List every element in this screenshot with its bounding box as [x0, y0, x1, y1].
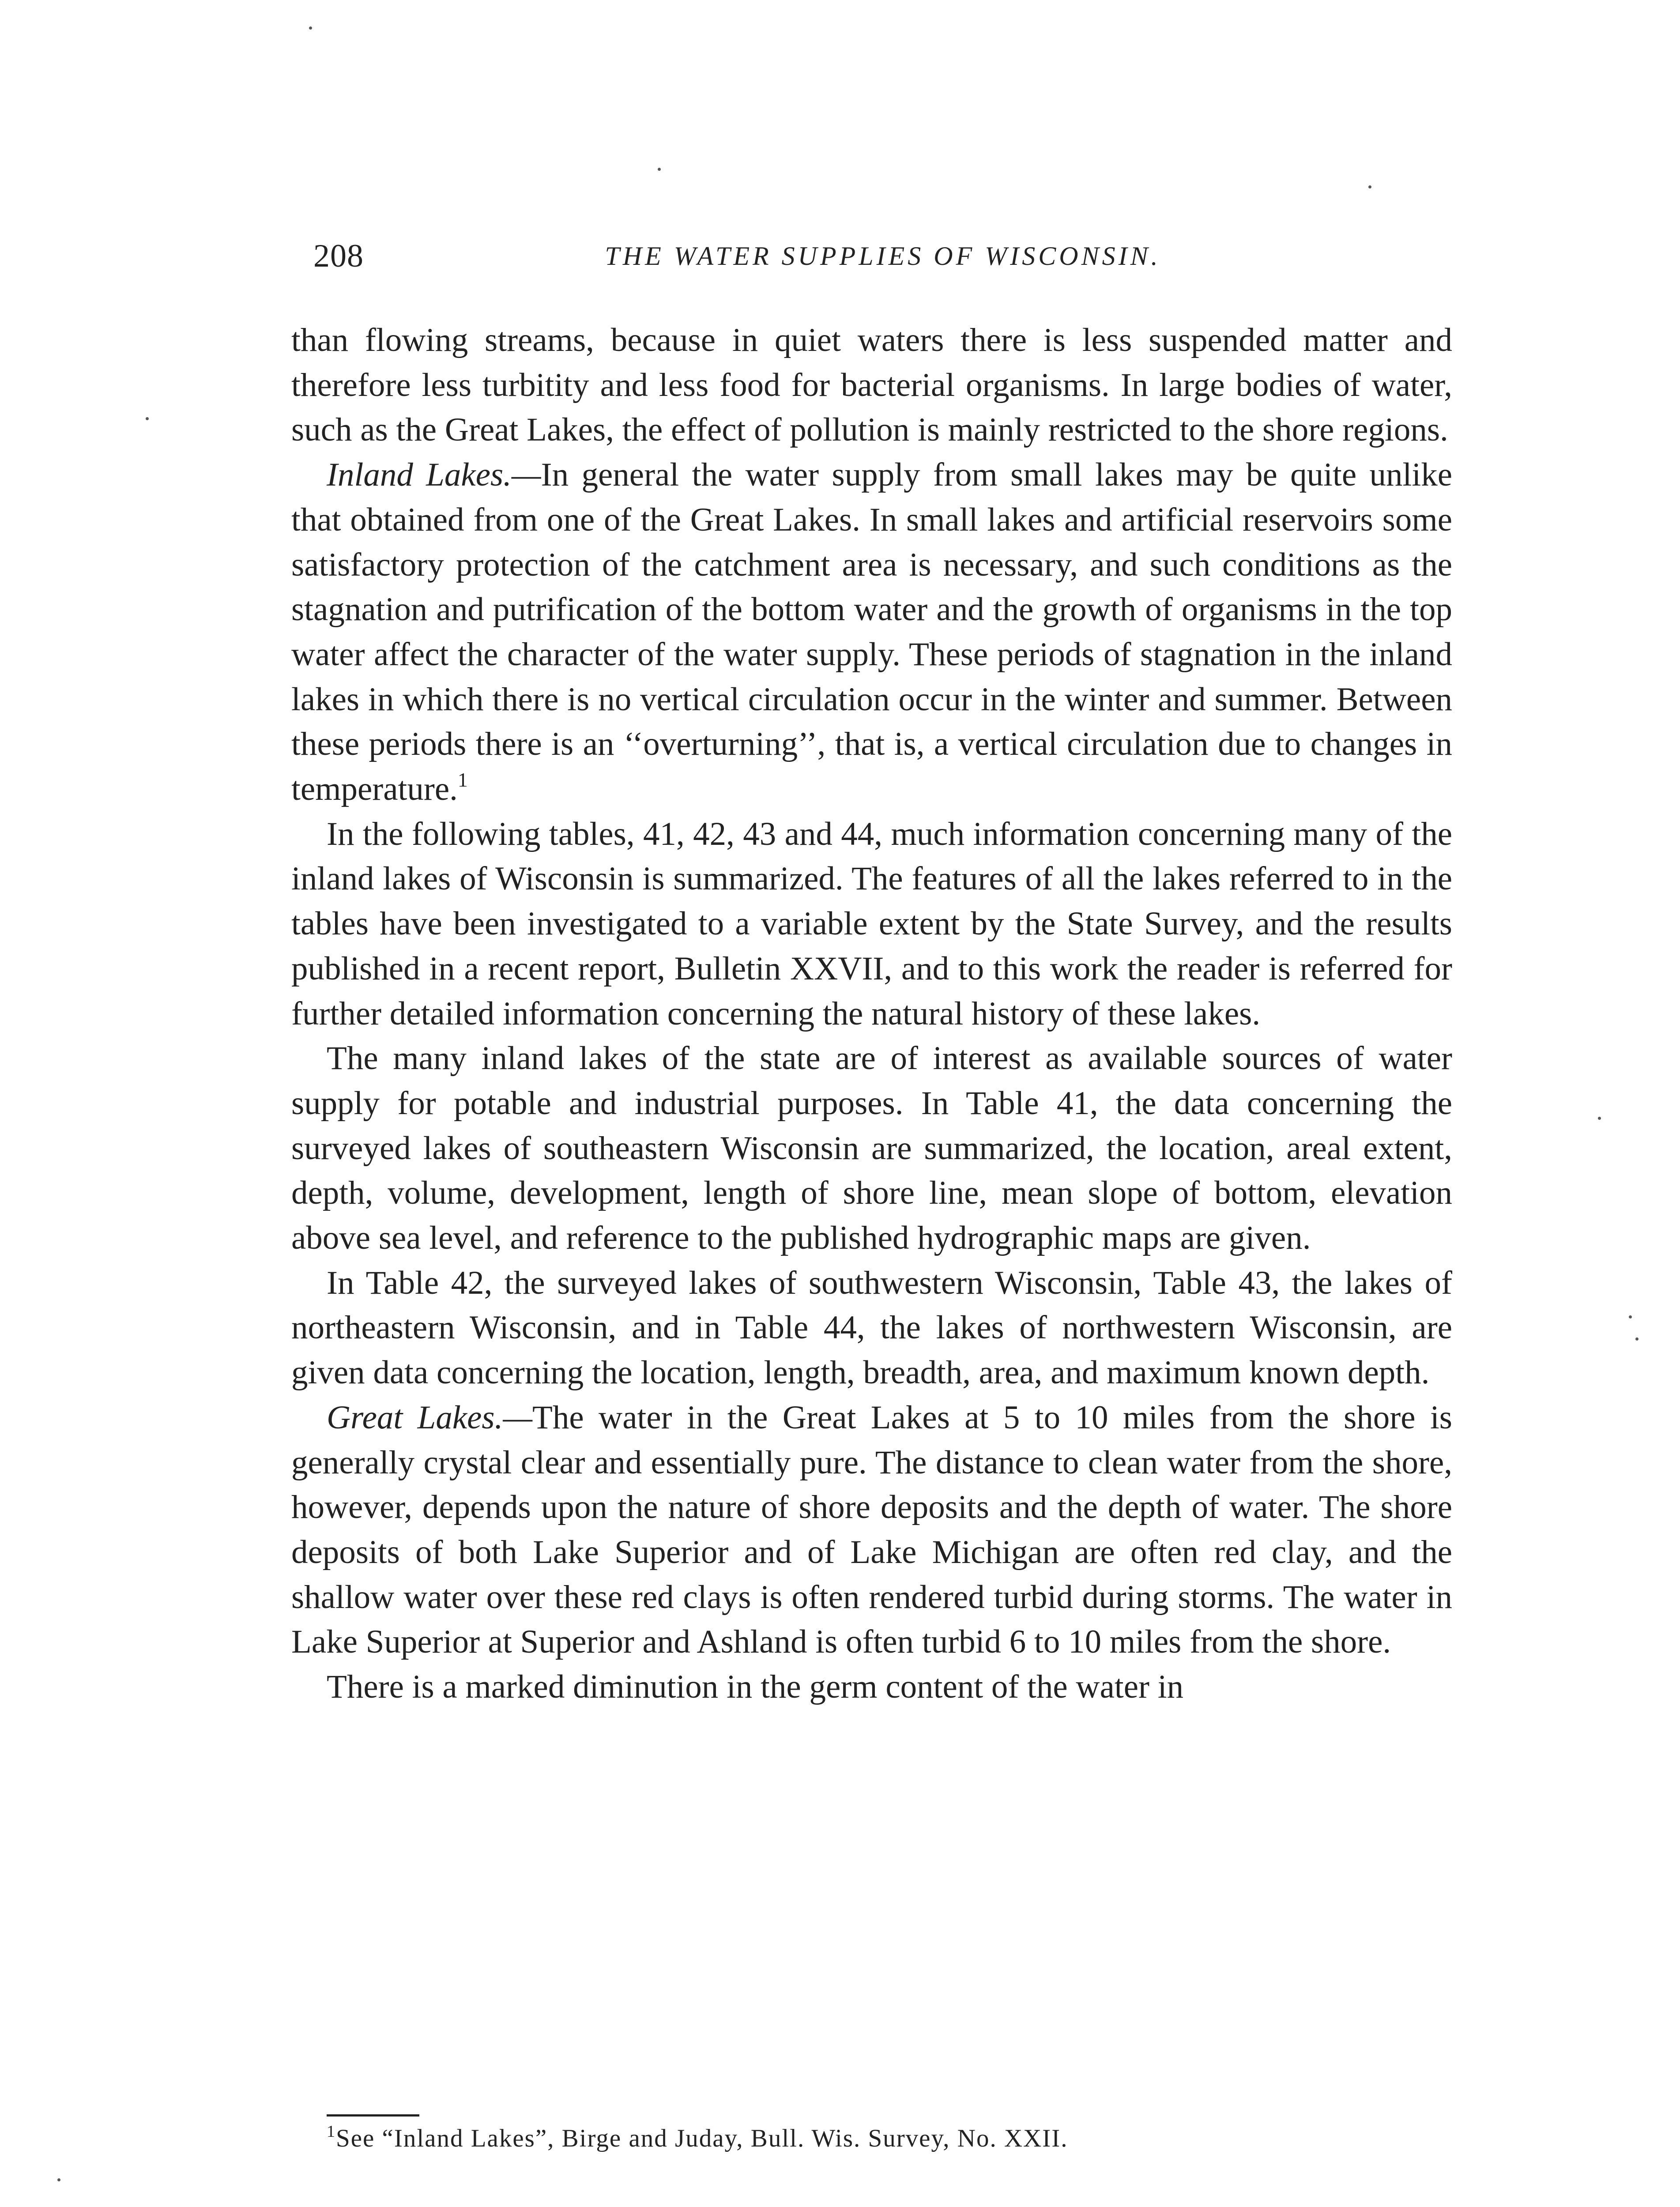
footnote: $^1$See “Inland Lakes”, Birge and Juday, Bull. Wis. Survey, No. XXII.: [327, 2122, 1068, 2152]
page-number: 208: [313, 238, 364, 274]
footnote-marker: 1: [327, 2122, 336, 2141]
paragraph-pollution: than flowing streams, because in quiet waters there is less suspended matter and therefore less turbitity and less food for bacterial organisms. In large bodies of water, such as the Great Lakes, the effect of pollution is mainly restricted to the shore regions.: [291, 322, 1452, 448]
scan-speck: [146, 417, 149, 420]
paragraph-table-41: The many inland lakes of the state are of interest as available sources of water supply for potable and industrial purposes. In Table 41, the data concerning the surveyed lakes of southeastern Wisconsin are summarized, the location, areal extent, depth, volume, development, length of shore line, mean slope of bottom, elevation above sea level, and reference to the published hydrographic maps are given.: [291, 1040, 1452, 1257]
scan-speck: [658, 168, 661, 171]
paragraph-tables: In the following tables, 41, 42, 43 and 44, much information concerning many of the inland lakes of Wisconsin is summarized. The features of all the lakes referred to in the tables have been investigated to a variable extent by the State Survey, and the results published in a recent report, Bulletin XXVII, and to this work the reader is referred for further detailed information concerning the natural history of these lakes.: [291, 815, 1452, 1032]
scan-speck: [1635, 1337, 1639, 1341]
paragraph-tables-42-44: In Table 42, the surveyed lakes of southwestern Wisconsin, Table 43, the lakes of northeastern Wisconsin, and in Table 44, the lakes of northwestern Wisconsin, are given data concerning the location, length, breadth, area, and maximum known depth.: [291, 1264, 1452, 1391]
section-run-in-heading: Great Lakes.—: [327, 1399, 533, 1436]
paragraph-great-lakes: Great Lakes.—The water in the Great Lakes at 5 to 10 miles from the shore is generally crystal clear and essentially pure. The distance to clean water from the shore, however, depends upon the nature of shore deposits and the depth of water. The shore deposits of both Lake Superior and of Lake Michigan are often red clay, and the shallow water over these red clays is often rendered turbid during storms. The water in Lake Superior at Superior and Ashland is often turbid 6 to 10 miles from the shore.: [291, 1399, 1452, 1661]
running-title: THE WATER SUPPLIES OF WISCONSIN.: [605, 241, 1161, 271]
footnote-divider: [327, 2114, 419, 2117]
scan-speck: [309, 26, 312, 30]
footnote-reference: 1: [457, 768, 468, 791]
scan-speck: [1368, 185, 1371, 188]
section-run-in-heading: Inland Lakes.—: [327, 456, 541, 493]
paragraph-germ-content: There is a marked diminution in the germ content of the water in: [327, 1668, 1184, 1706]
scan-speck: [1629, 1315, 1632, 1318]
scan-speck: [1598, 1117, 1601, 1120]
scan-speck: [57, 2178, 60, 2181]
paragraph-inland-lakes: Inland Lakes.—In general the water supply from small lakes may be quite unlike that obtained from one of the Great Lakes. In small lakes and artificial reservoirs some satisfactory protection of the catchment area is necessary, and such conditions as the stagnation and putrification of the bottom water and the growth of organisms in the top water affect the character of the water supply. These periods of stagnation in the inland lakes in which there is no vertical circulation occur in the winter and summer. Between these periods there is an ‘‘overturning’’, that is, a vertical circulation due to changes in temperature.$^1$: [291, 456, 1452, 808]
body-text: [291, 318, 1452, 1710]
page-header: [313, 232, 1452, 280]
